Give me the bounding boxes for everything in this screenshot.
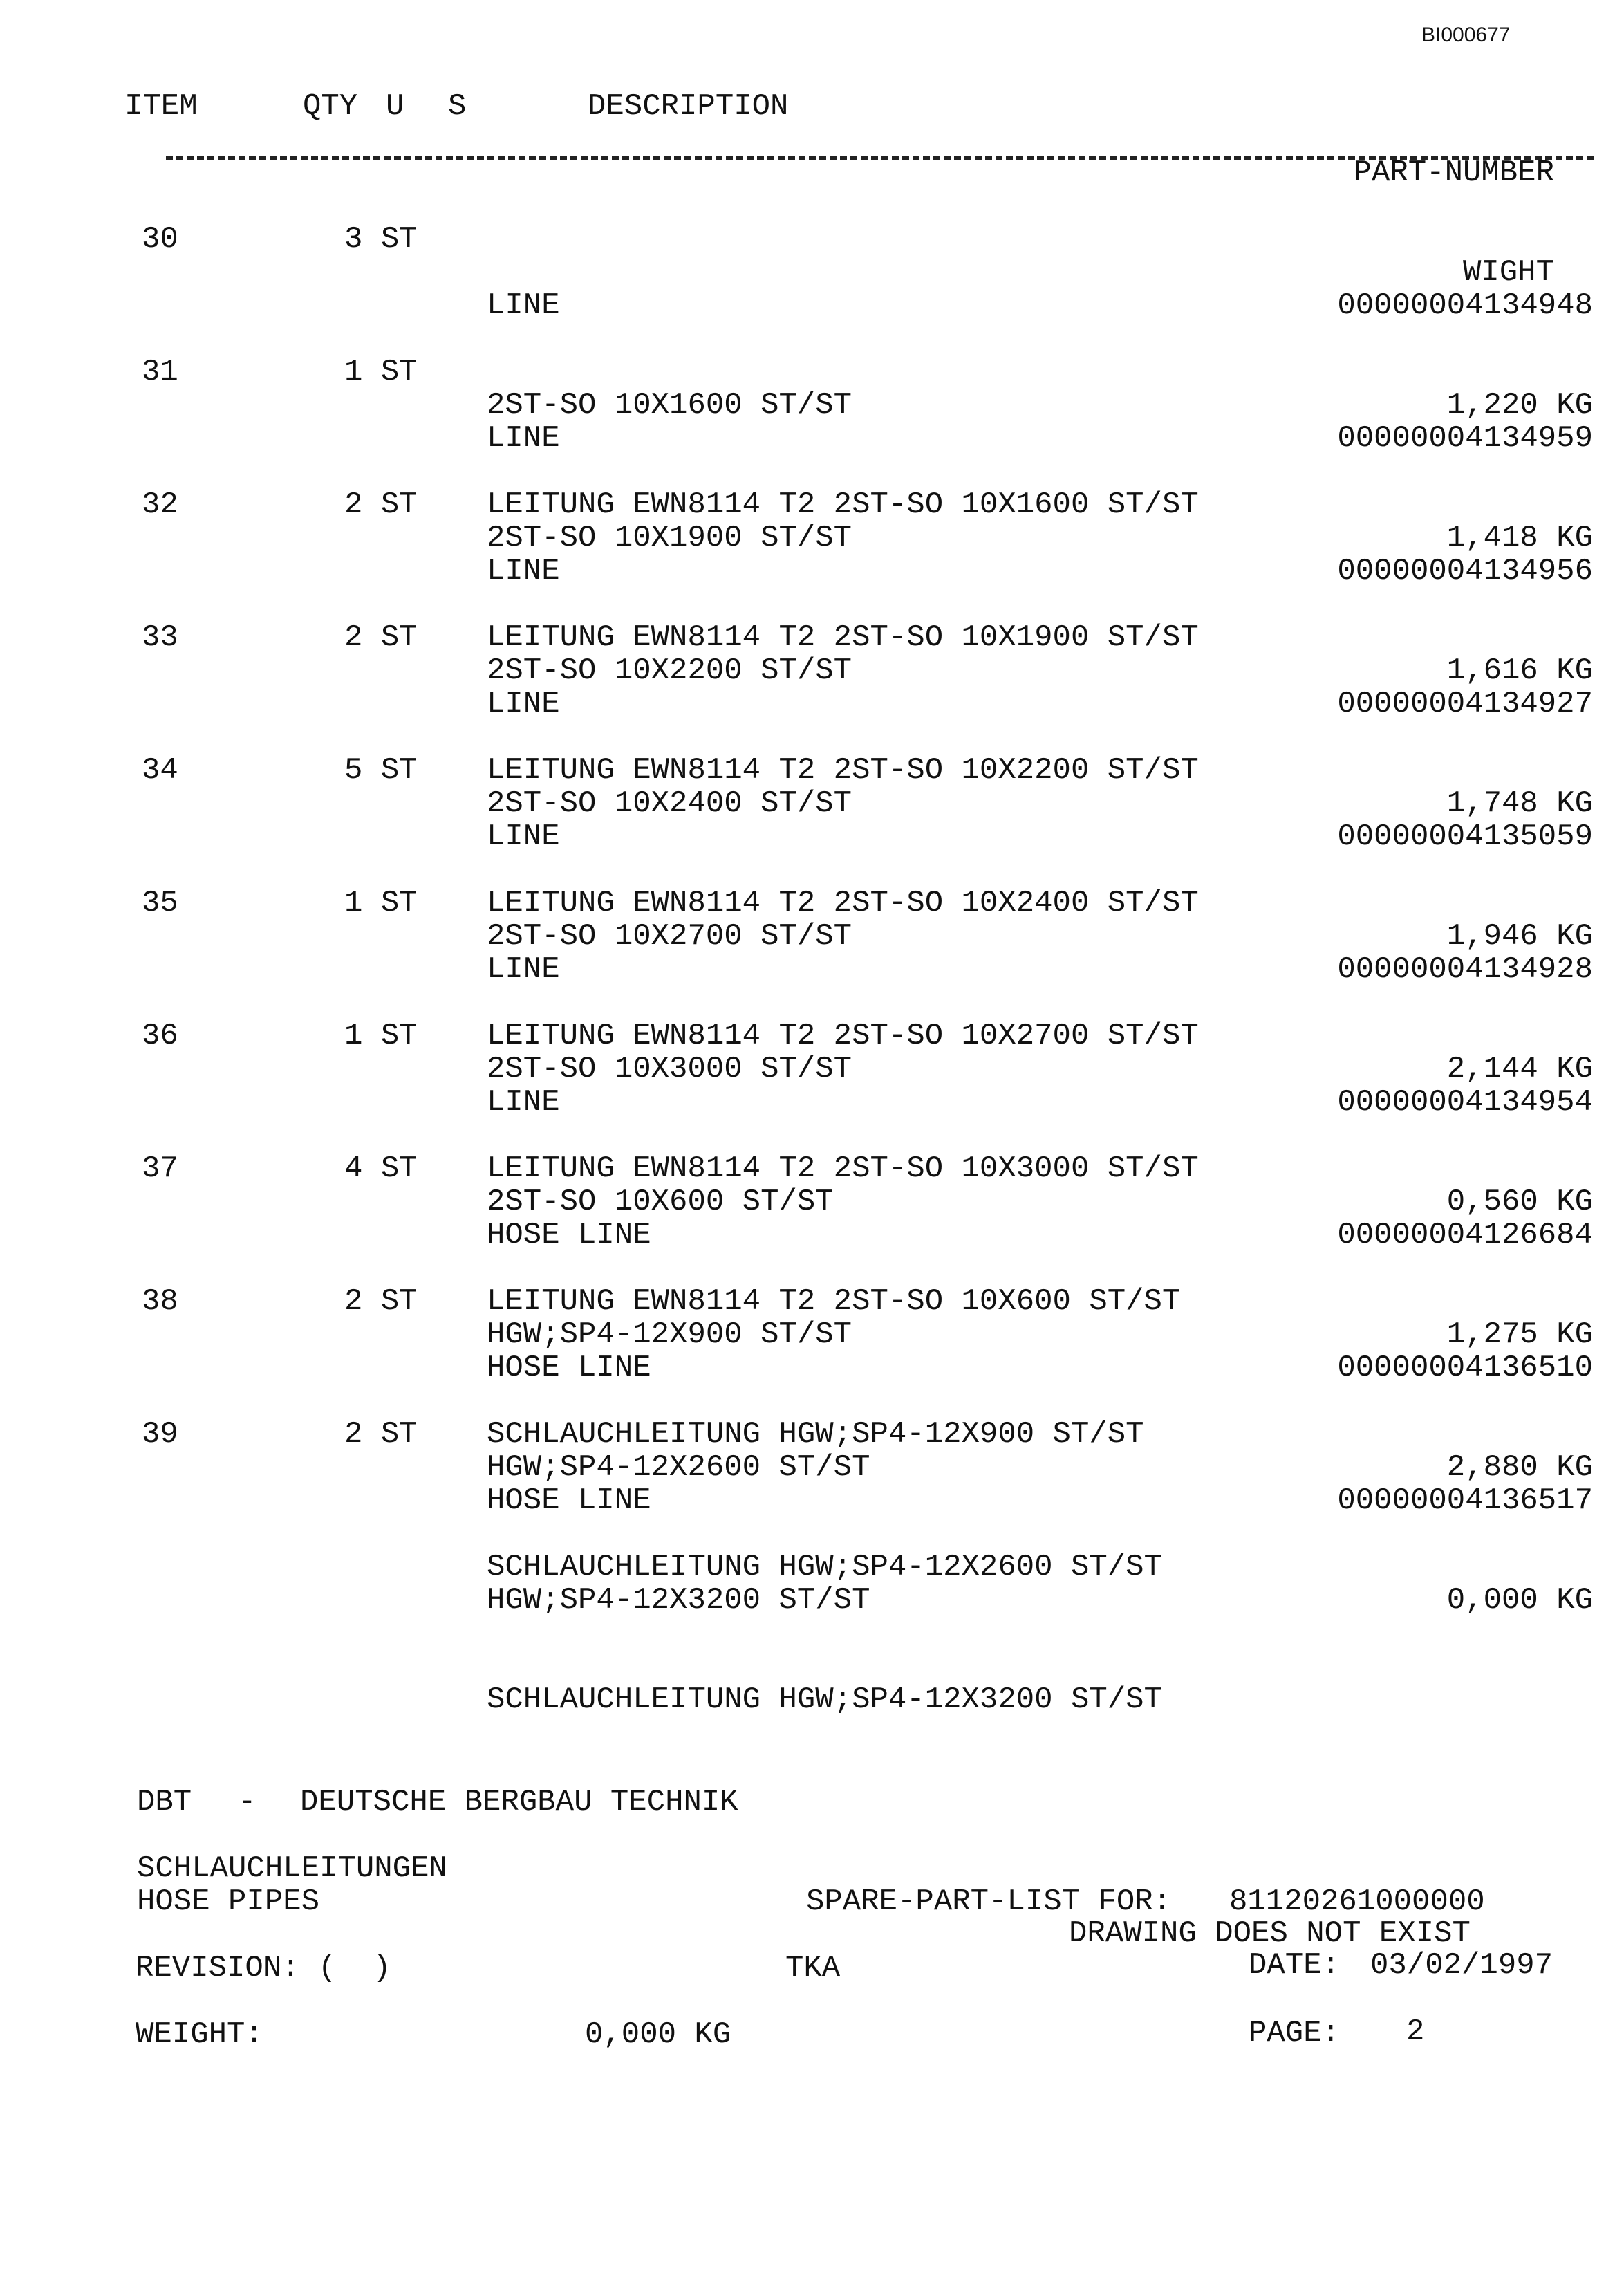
description-line-3: SCHLAUCHLEITUNG HGW;SP4-12X2600 ST/ST [487, 1550, 1162, 1584]
description-line-2: 2ST-SO 10X600 ST/ST [487, 1185, 834, 1219]
item-number: 34 [142, 753, 178, 788]
quantity-unit [344, 355, 418, 389]
item-number: 32 [142, 488, 178, 522]
part-number: 00000004134948 [1337, 288, 1593, 323]
quantity-unit [344, 754, 418, 787]
part-number: 00000004135059 [1337, 820, 1593, 854]
total-weight-label: WEIGHT: [136, 2017, 263, 2052]
header-weight-label: WIGHT [1462, 255, 1554, 290]
unit: ST [380, 753, 418, 788]
drawing-note: DRAWING DOES NOT EXIST [1069, 1916, 1471, 1951]
description-line-3: LEITUNG EWN8114 T2 2ST-SO 10X2200 ST/ST [487, 753, 1199, 788]
title-english: HOSE PIPES [137, 1885, 320, 1919]
quantity-unit [344, 1285, 418, 1318]
item-number: 39 [142, 1417, 178, 1452]
header-description: DESCRIPTION [588, 89, 789, 124]
item-weight: 1,946 KG [1446, 919, 1593, 954]
unit: ST [380, 222, 418, 257]
description-line-1: HOSE LINE [487, 1351, 651, 1385]
description-line-1: LINE [487, 554, 560, 589]
description [487, 1418, 1162, 1783]
item-weight: 0,560 KG [1446, 1185, 1593, 1219]
company-name: DEUTSCHE BERGBAU TECHNIK [300, 1785, 738, 1820]
quantity: 1 [344, 1019, 363, 1053]
description-line-1: LINE [487, 288, 560, 323]
description-line-1: LINE [487, 952, 560, 987]
unit: ST [380, 620, 418, 655]
document-id: BI000677 [1421, 24, 1511, 46]
quantity-unit [344, 887, 418, 920]
description-line-3: SCHLAUCHLEITUNG HGW;SP4-12X900 ST/ST [487, 1417, 1144, 1452]
quantity: 3 [344, 222, 363, 257]
tka-label: TKA [785, 1951, 841, 1985]
unit: ST [380, 488, 418, 522]
part-number: 00000004136517 [1337, 1483, 1593, 1518]
item-number: 35 [142, 886, 178, 920]
description-line-2: 2ST-SO 10X2200 ST/ST [487, 654, 852, 688]
header-divider [166, 156, 1594, 160]
spare-part-list-label: SPARE-PART-LIST FOR: [806, 1885, 1172, 1919]
unit: ST [380, 355, 418, 389]
unit: ST [380, 1417, 418, 1452]
description-line-3: LEITUNG EWN8114 T2 2ST-SO 10X3000 ST/ST [487, 1151, 1199, 1186]
description-line-3: LEITUNG EWN8114 T2 2ST-SO 10X600 ST/ST [487, 1284, 1181, 1319]
description-line-1: HOSE LINE [487, 1218, 651, 1252]
page-number: 2 [1406, 2015, 1425, 2049]
quantity: 2 [344, 488, 363, 522]
part-number: 00000004134927 [1337, 687, 1593, 721]
unit: ST [380, 1284, 418, 1319]
header-s: S [448, 89, 467, 124]
description-line-2: HGW;SP4-12X3200 ST/ST [487, 1583, 870, 1618]
quantity: 1 [344, 355, 363, 389]
description-line-2: HGW;SP4-12X900 ST/ST [487, 1317, 852, 1352]
part-info [1337, 1418, 1593, 1683]
part-number: 00000004136510 [1337, 1351, 1593, 1385]
part-number: 00000004134959 [1337, 421, 1593, 456]
quantity-unit [344, 621, 418, 654]
item-weight: 2,144 KG [1446, 1052, 1593, 1086]
quantity: 2 [344, 1284, 363, 1319]
part-number: 00000004134928 [1337, 952, 1593, 987]
quantity-unit [344, 1019, 418, 1053]
part-number: 00000004126684 [1337, 1218, 1593, 1252]
item-number: 33 [142, 620, 178, 655]
quantity: 2 [344, 620, 363, 655]
title-german: SCHLAUCHLEITUNGEN [137, 1851, 447, 1886]
quantity: 1 [344, 886, 363, 920]
description-line-1: LINE [487, 1085, 560, 1120]
date-value: 03/02/1997 [1370, 1948, 1553, 1983]
quantity-unit [344, 223, 418, 256]
header-part-number-label: PART-NUMBER [1353, 156, 1554, 190]
quantity-unit [344, 1152, 418, 1185]
quantity: 2 [344, 1417, 363, 1452]
item-weight: 1,616 KG [1446, 654, 1593, 688]
revision: REVISION: ( ) [136, 1951, 391, 1985]
item-weight: 1,748 KG [1446, 786, 1593, 821]
part-number: 00000004134954 [1337, 1085, 1593, 1120]
date-label: DATE: [1249, 1948, 1341, 1983]
unit: ST [380, 1151, 418, 1186]
unit: ST [380, 1019, 418, 1053]
page-label: PAGE: [1249, 2016, 1341, 2050]
item-weight: 2,880 KG [1446, 1450, 1593, 1485]
description-line-2: 2ST-SO 10X1900 ST/ST [487, 521, 852, 555]
description-line-1: LINE [487, 687, 560, 721]
description-line-2: HGW;SP4-12X2600 ST/ST [487, 1450, 870, 1485]
quantity-unit [344, 488, 418, 521]
quantity: 4 [344, 1151, 363, 1186]
header-qty: QTY [303, 89, 358, 124]
unit: ST [380, 886, 418, 920]
description-line-2: 2ST-SO 10X1600 ST/ST [487, 388, 852, 423]
description-line-3: LEITUNG EWN8114 T2 2ST-SO 10X1900 ST/ST [487, 620, 1199, 655]
description-line-1: LINE [487, 421, 560, 456]
item-weight: 1,275 KG [1446, 1317, 1593, 1352]
description-line-2: 2ST-SO 10X2700 ST/ST [487, 919, 852, 954]
item-weight: 1,418 KG [1446, 521, 1593, 555]
description-line-3: LEITUNG EWN8114 T2 2ST-SO 10X2700 ST/ST [487, 1019, 1199, 1053]
quantity-unit [344, 1418, 418, 1451]
item-number: 31 [142, 355, 178, 389]
description-line-3: LEITUNG EWN8114 T2 2ST-SO 10X1600 ST/ST [487, 488, 1199, 522]
company-abbr: DBT [137, 1785, 192, 1820]
item-number: 30 [142, 222, 178, 257]
quantity: 5 [344, 753, 363, 788]
description-line-1: LINE [487, 820, 560, 854]
description-line-2: 2ST-SO 10X2400 ST/ST [487, 786, 852, 821]
item-number: 36 [142, 1019, 178, 1053]
company-dash: - [238, 1785, 256, 1820]
spare-part-list-number: 81120261000000 [1229, 1885, 1485, 1919]
item-number: 38 [142, 1284, 178, 1319]
item-weight: 1,220 KG [1446, 388, 1593, 423]
header-unit: U [386, 89, 404, 124]
header-item: ITEM [124, 89, 198, 124]
description-line-3: SCHLAUCHLEITUNG HGW;SP4-12X3200 ST/ST [487, 1683, 1162, 1717]
description-line-1: HOSE LINE [487, 1483, 651, 1518]
description-line-2: 2ST-SO 10X3000 ST/ST [487, 1052, 852, 1086]
item-weight: 0,000 KG [1446, 1583, 1593, 1618]
description-line-3: LEITUNG EWN8114 T2 2ST-SO 10X2400 ST/ST [487, 886, 1199, 920]
item-number: 37 [142, 1151, 178, 1186]
total-weight-value: 0,000 KG [585, 2017, 731, 2052]
part-number: 00000004134956 [1337, 554, 1593, 589]
